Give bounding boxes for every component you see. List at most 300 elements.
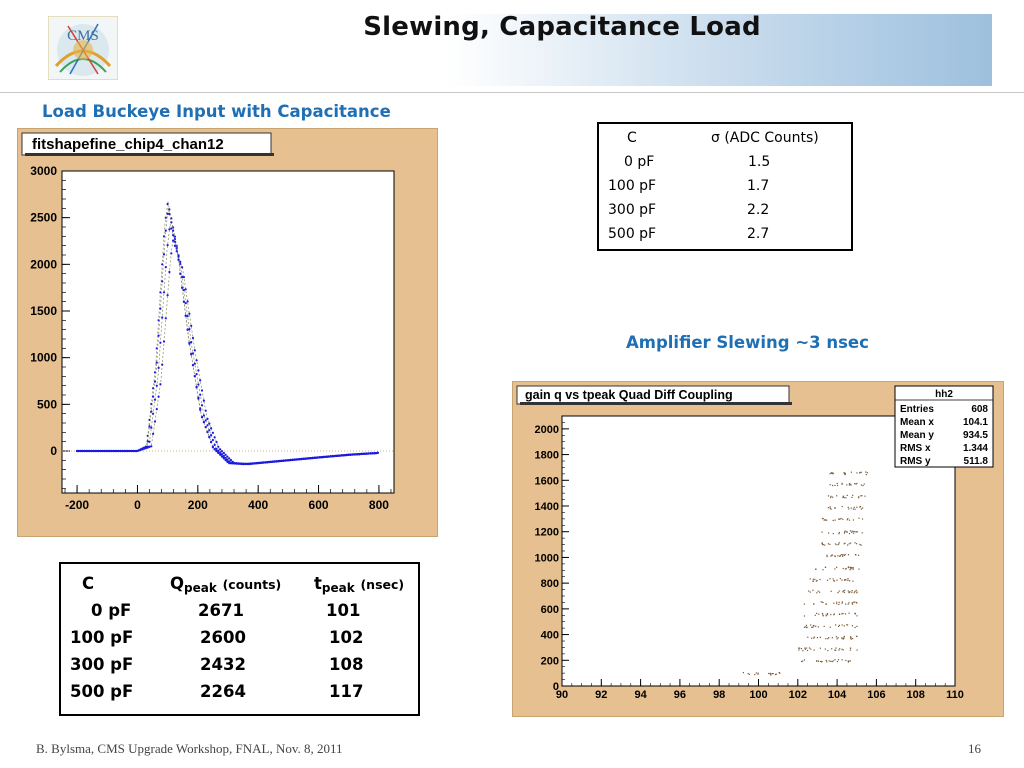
scatter-point [836, 580, 837, 581]
pulse-data-point [252, 463, 254, 465]
scatter-point [804, 659, 805, 660]
scatter-point [813, 579, 814, 580]
scatter-point [813, 581, 814, 582]
scatter-point [818, 661, 819, 662]
pulse-data-point [210, 441, 212, 443]
pulse-data-point [215, 448, 217, 450]
pulse-data-point [159, 307, 161, 309]
pulse-data-point [170, 227, 172, 229]
pulse-data-point [156, 385, 158, 387]
pulse-data-point [201, 389, 203, 391]
scatter-point [806, 627, 807, 628]
pulse-data-point [163, 253, 165, 255]
scatter-point [859, 472, 860, 473]
scatter-point [839, 625, 840, 626]
scatter-point [833, 533, 834, 534]
scatter-point [856, 636, 857, 637]
scatter-point [860, 506, 861, 507]
scatter-point [835, 520, 836, 521]
scatter-point [826, 604, 827, 605]
q-table-header-q [170, 574, 281, 595]
scatter-point [839, 591, 840, 592]
scatter-point [838, 604, 839, 605]
scatter-point [812, 627, 813, 628]
pulse-data-point [268, 461, 270, 463]
scatter-point [828, 495, 829, 496]
scatter-point [805, 649, 806, 650]
pulse-data-point [156, 408, 158, 410]
pulse-data-point [377, 452, 379, 454]
slide-title: Slewing, Capacitance Load [363, 12, 761, 42]
scatter-point [818, 626, 819, 627]
pulse-data-point [206, 424, 208, 426]
pulse-data-point [212, 439, 214, 441]
scatter-point [845, 660, 846, 661]
scatter-point [834, 650, 835, 651]
scatter-point [826, 661, 827, 662]
scatter-point [811, 627, 812, 628]
pulse-data-point [196, 373, 198, 375]
pulse-data-point [168, 228, 170, 230]
y-tick-label: 3000 [30, 164, 57, 178]
scatter-point [807, 637, 808, 638]
scatter-point [845, 604, 846, 605]
q-row-q: 2671 [198, 601, 244, 620]
scatter-point [856, 507, 857, 508]
scatter-point [834, 568, 835, 569]
pulse-data-point [225, 457, 227, 459]
pulse-data-point [158, 335, 160, 337]
scatter-point [850, 484, 851, 485]
scatter-point [853, 509, 854, 510]
scatter-point [858, 555, 859, 556]
pulse-data-point [152, 413, 154, 415]
pulse-data-point [208, 436, 210, 438]
scatter-point [833, 520, 834, 521]
scatter-point [834, 613, 835, 614]
q-table-header-t [314, 574, 404, 595]
scatter-point [806, 648, 807, 649]
cms-logo [48, 16, 118, 80]
stats-label: Mean x [900, 417, 934, 428]
scatter-point [866, 474, 867, 475]
stats-label: Entries [900, 404, 934, 415]
scatter-point [847, 532, 848, 533]
pulse-data-point [210, 427, 212, 429]
pulse-data-point [172, 234, 174, 236]
scatter-point [838, 519, 839, 520]
pulse-data-point [172, 230, 174, 232]
x-tick-label: -200 [65, 498, 90, 512]
y-tick-label: 1000 [30, 350, 57, 365]
y-tick-label: 0 [552, 681, 559, 693]
scatter-point [850, 543, 851, 544]
scatter-point [807, 650, 808, 651]
pulse-data-point [205, 410, 207, 412]
pulse-data-point [176, 250, 178, 252]
scatter-point [823, 615, 824, 616]
scatter-point [749, 674, 750, 675]
pulse-data-point [196, 359, 198, 361]
scatter-point [837, 592, 838, 593]
stats-value: 608 [971, 404, 988, 415]
scatter-point [814, 650, 815, 651]
scatter-point [826, 520, 827, 521]
pulse-data-point [214, 436, 216, 438]
scatter-point [827, 614, 828, 615]
y-tick-label: 600 [540, 603, 559, 616]
sigma-row-c: 500 pF [608, 226, 657, 242]
pulse-data-point [219, 448, 221, 450]
scatter-point [776, 674, 777, 675]
pulse-data-point [150, 427, 152, 429]
scatter-point [838, 533, 839, 534]
pulse-data-point [217, 446, 219, 448]
x-tick-label: 102 [788, 689, 807, 701]
scatter-point [855, 554, 856, 555]
scatter-point [864, 496, 865, 497]
pulse-data-point [210, 434, 212, 436]
scatter-point [830, 473, 831, 474]
pulse-data-point [228, 457, 230, 459]
pulse-data-point [203, 414, 205, 416]
pulse-data-point [185, 288, 187, 290]
pulse-data-point [215, 441, 217, 443]
pulse-data-point [167, 244, 169, 246]
pulse-data-point [194, 349, 196, 351]
scatter-point [836, 495, 837, 496]
pulse-data-point [223, 452, 225, 454]
scatter-point [851, 497, 852, 498]
scatter-point [816, 581, 817, 582]
scatter-point [852, 625, 853, 626]
pulse-data-point [118, 450, 120, 452]
scatter-point [814, 579, 815, 580]
scatter-point [845, 613, 846, 614]
pulse-data-point [156, 362, 158, 364]
scatter-point [822, 544, 823, 545]
scatter-point [848, 602, 849, 603]
scatter-point [847, 544, 848, 545]
scatter-point [836, 544, 837, 545]
pulse-data-point [221, 450, 223, 452]
scatter-point [801, 648, 802, 649]
pulse-data-point [199, 407, 201, 409]
pulse-data-point [219, 451, 221, 453]
x-tick-label: 600 [308, 498, 329, 512]
x-tick-label: 90 [555, 689, 569, 701]
pulse-data-point [85, 450, 87, 452]
scatter-point [816, 592, 817, 593]
scatter-point [842, 624, 843, 625]
page-number: 16 [968, 741, 981, 756]
scatter-point [813, 625, 814, 626]
scatter-point [853, 567, 854, 568]
x-tick-label: 0 [134, 498, 141, 512]
header-divider [0, 92, 1024, 93]
plot-title-shadow [520, 402, 792, 405]
scatter-point [826, 615, 827, 616]
scatter-point [848, 662, 849, 663]
scatter-point [862, 507, 863, 508]
scatter-point [852, 531, 853, 532]
scatter-point [804, 627, 805, 628]
scatter-point [841, 483, 842, 484]
scatter-point [839, 648, 840, 649]
pulse-data-point [185, 302, 187, 304]
scatter-point [806, 625, 807, 626]
pulse-data-point [223, 455, 225, 457]
scatter-point [809, 647, 810, 648]
scatter-point [834, 580, 835, 581]
scatter-point [843, 639, 844, 640]
scatter-point [850, 567, 851, 568]
pulse-data-point [194, 363, 196, 365]
scatter-point [830, 627, 831, 628]
pulse-shape-plot [17, 128, 438, 537]
pulse-data-point [181, 266, 183, 268]
q-row-c: 500 pF [70, 682, 134, 701]
scatter-point [825, 649, 826, 650]
scatter-point [845, 579, 846, 580]
pulse-data-point [192, 352, 194, 354]
qpeak-tpeak-table [59, 562, 420, 716]
scatter-point [851, 639, 852, 640]
x-tick-label: 106 [867, 689, 886, 701]
scatter-point [754, 674, 755, 675]
scatter-point [849, 543, 850, 544]
scatter-point [838, 659, 839, 660]
pulse-data-point [158, 367, 160, 369]
scatter-point [757, 674, 758, 675]
scatter-point [856, 483, 857, 484]
scatter-point [818, 591, 819, 592]
pulse-data-point [206, 418, 208, 420]
scatter-point [838, 650, 839, 651]
scatter-point [834, 659, 835, 660]
pulse-data-point [196, 386, 198, 388]
pulse-data-point [174, 236, 176, 238]
x-tick-label: 200 [187, 498, 208, 512]
pulse-data-point [148, 441, 150, 443]
scatter-point [856, 543, 857, 544]
scatter-point [847, 495, 848, 496]
scatter-point [865, 471, 866, 472]
scatter-point [852, 567, 853, 568]
scatter-point [832, 473, 833, 474]
scatter-point [836, 603, 837, 604]
scatter-point [850, 530, 851, 531]
pulse-data-point [192, 364, 194, 366]
y-tick-label: 2500 [30, 210, 57, 225]
pulse-data-point [150, 445, 152, 447]
scatter-point [820, 661, 821, 662]
scatter-point [842, 601, 843, 602]
pulse-data-point [234, 462, 236, 464]
scatter-point [854, 592, 855, 593]
pulse-data-point [190, 325, 192, 327]
scatter-point [862, 518, 863, 519]
stats-value: 511.8 [963, 456, 988, 467]
y-tick-label: 0 [50, 444, 57, 458]
scatter-point [842, 555, 843, 556]
scatter-point [832, 497, 833, 498]
scatter-point [859, 544, 860, 545]
scatter-point [861, 472, 862, 473]
scatter-point [826, 555, 827, 556]
scatter-point [827, 556, 828, 557]
scatter-point [862, 532, 863, 533]
scatter-point [856, 590, 857, 591]
scatter-point [779, 672, 780, 673]
stats-label: RMS y [900, 456, 931, 467]
scatter-point [835, 556, 836, 557]
scatter-point [844, 590, 845, 591]
scatter-point [830, 484, 831, 485]
pulse-data-point [190, 341, 192, 343]
pulse-data-point [154, 381, 156, 383]
pulse-data-point [203, 421, 205, 423]
q-row-q: 2264 [200, 682, 246, 701]
scatter-point [847, 578, 848, 579]
scatter-point [801, 661, 802, 662]
pulse-data-point [212, 446, 214, 448]
scatter-point [829, 578, 830, 579]
scatter-point [824, 545, 825, 546]
q-unit: (counts) [222, 577, 282, 592]
scatter-point [816, 661, 817, 662]
scatter-point [830, 614, 831, 615]
scatter-point [842, 603, 843, 604]
scatter-point [812, 590, 813, 591]
scatter-point [831, 473, 832, 474]
pulse-data-point [165, 217, 167, 219]
scatter-point [854, 509, 855, 510]
scatter-point [854, 591, 855, 592]
pulse-data-point [152, 433, 154, 435]
scatter-point [838, 637, 839, 638]
scatter-point [810, 649, 811, 650]
pulse-data-point [161, 280, 163, 282]
pulse-data-point [168, 208, 170, 210]
scatter-point [810, 578, 811, 579]
scatter-point [845, 474, 846, 475]
pulse-data-point [217, 450, 219, 452]
sigma-table [597, 122, 853, 251]
pulse-data-point [159, 383, 161, 385]
scatter-point [756, 672, 757, 673]
scatter-point [845, 497, 846, 498]
pulse-data-point [170, 252, 172, 254]
pulse-data-point [197, 383, 199, 385]
plot-title: gain q vs tpeak Quad Diff Coupling [525, 388, 733, 402]
scatter-point [839, 542, 840, 543]
q-subscript: peak [184, 581, 217, 595]
pulse-data-point [152, 396, 154, 398]
y-tick-label: 1200 [534, 526, 559, 539]
x-tick-label: 98 [713, 689, 726, 701]
scatter-point [770, 673, 771, 674]
pulse-data-point [199, 379, 201, 381]
t-subscript: peak [321, 581, 355, 595]
x-tick-label: 94 [634, 689, 647, 701]
scatter-point [815, 615, 816, 616]
scatter-point [830, 496, 831, 497]
pulse-data-point [368, 452, 370, 454]
scatter-point [824, 520, 825, 521]
scatter-point [842, 556, 843, 557]
x-tick-label: 108 [906, 689, 925, 701]
scatter-point [830, 661, 831, 662]
scatter-point [860, 495, 861, 496]
scatter-point [858, 497, 859, 498]
scatter-point [849, 520, 850, 521]
y-tick-label: 2000 [534, 423, 559, 436]
scatter-point [828, 543, 829, 544]
q-row-c: 0 pF [91, 601, 132, 620]
pulse-data-point [167, 294, 169, 296]
y-tick-label: 1400 [534, 501, 559, 513]
sigma-row-c: 0 pF [624, 154, 655, 170]
scatter-point [822, 602, 823, 603]
scatter-point [861, 509, 862, 510]
pulse-data-point [199, 394, 201, 396]
scatter-point [854, 613, 855, 614]
scatter-point [837, 483, 838, 484]
scatter-point [829, 660, 830, 661]
scatter-point [830, 506, 831, 507]
pulse-data-point [212, 432, 214, 434]
pulse-data-point [351, 454, 353, 456]
pulse-data-point [174, 245, 176, 247]
pulse-data-point [154, 420, 156, 422]
scatter-point [839, 602, 840, 603]
scatter-point [841, 554, 842, 555]
pulse-data-point [203, 400, 205, 402]
scatter-point [840, 578, 841, 579]
scatter-point [855, 542, 856, 543]
scatter-point [805, 626, 806, 627]
scatter-point [837, 485, 838, 486]
pulse-data-point [188, 313, 190, 315]
scatter-point [837, 555, 838, 556]
scatter-point [852, 581, 853, 582]
scatter-point [844, 533, 845, 534]
scatter-point [861, 484, 862, 485]
pulse-data-point [197, 397, 199, 399]
scatter-point [802, 650, 803, 651]
scatter-point [841, 580, 842, 581]
scatter-point [855, 531, 856, 532]
pulse-data-point [230, 459, 232, 461]
sigma-table-header-c: C [627, 130, 637, 146]
scatter-point [825, 638, 826, 639]
scatter-point [798, 649, 799, 650]
scatter-point [846, 624, 847, 625]
scatter-point [848, 590, 849, 591]
scatter-point [828, 532, 829, 533]
scatter-point [748, 673, 749, 674]
pulse-data-point [214, 444, 216, 446]
scatter-point [824, 626, 825, 627]
q-table-header-c: C [82, 574, 95, 593]
pulse-data-point [165, 317, 167, 319]
scatter-point [848, 554, 849, 555]
pulse-data-point [333, 455, 335, 457]
scatter-point [846, 484, 847, 485]
scatter-point [839, 519, 840, 520]
x-tick-label: 800 [368, 498, 389, 512]
